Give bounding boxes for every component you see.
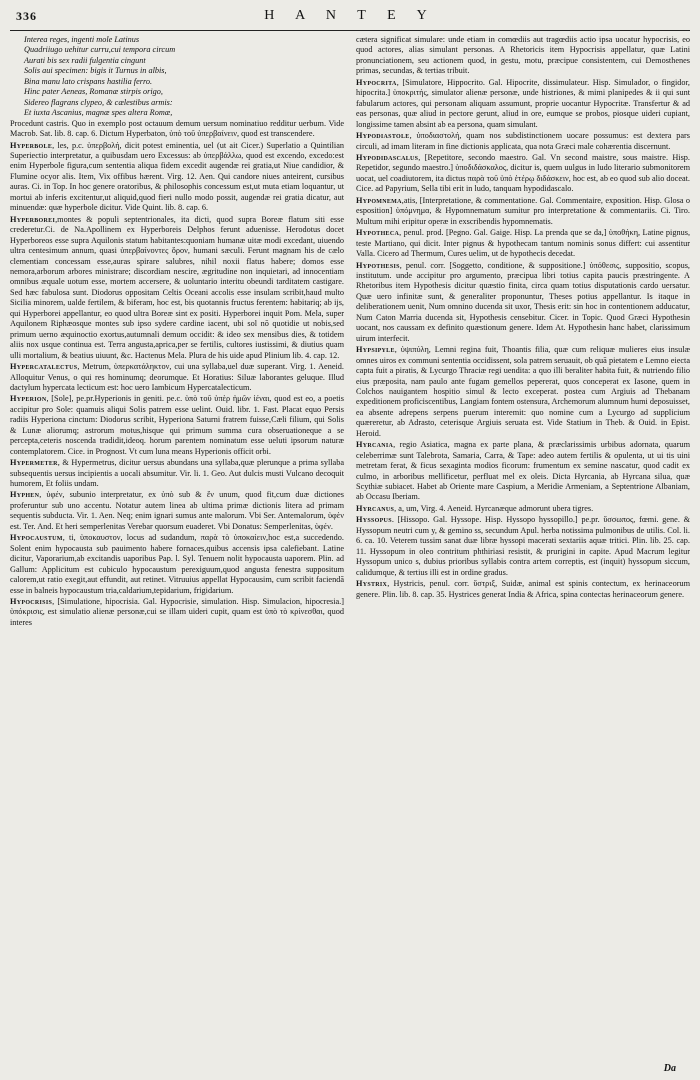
verse-line: Hinc pater Aeneas, Romanæ stirpis origo,	[24, 87, 163, 97]
entry-text: , & Hypermetrus, dicitur uersus abundans una syllaba,quæ plerunque a prima syllaba subsequentis uersus incipientis a uocali absumitur. Vir. li. 1. Geo. Aut dulcis musti Vulcano decoquit humorem, Et foliis undam.	[10, 458, 344, 489]
entry-headword: Hypomnema	[356, 195, 402, 205]
entry-headword: Hyssopus	[356, 515, 392, 525]
entry-text: . [Hissopo. Gal. Hyssope. Hisp. Hyssopo hyssopillo.] pe.pr. ὕσσωπος, fœmi. gene. & Hyssopum neutri cum y, & gemino ss, secundum Apul. herba notissima pulmonibus de utilis. Col. li. 6. ca. 10. Veterem tussim sanat duæ libræ hyssopi macerati sextariis aquæ tritici. Plin. lib. 25. cap. 11. Hyssopum in oleo contritum phthiriasi resistit, & prurigini in capite. Apud Macrum legitur Hyssopum unico s, dubius prioribus syllabis contra artem correptis, est (inquit) hyssopum siccum, calidumque, & tertius illi est in ordine gradus.	[356, 515, 690, 577]
verse-line: Sidereo flagrans clypeo, & cælestibus armis:	[24, 97, 173, 107]
entry-headword: Hypothesis	[356, 260, 400, 270]
entry-headword: Hystrix	[356, 579, 388, 589]
entry-headword: Hypotheca	[356, 228, 400, 238]
dictionary-entry-hypotheca	[356, 228, 690, 259]
entry-headword: Hypocrita	[356, 77, 397, 87]
entry-headword: Hyphen	[10, 490, 40, 500]
dictionary-entry-hyperborei	[10, 215, 344, 361]
dictionary-entry-hystrix	[356, 579, 690, 600]
verse-line: Quadriiugo uehitur curru,cui tempora circum	[24, 45, 176, 55]
entry-text: , les, p.c. ὑπερβολή, dicit potest eminentia, uel (ut ait Cicer.) Superlatio a Quintilian Superiectio interpretatur, a quibusdam uero Excessus: ab ὑπερβάλλω, quod est excendo, excedo:est enim Hyperbole figura,cum sententia aliqua fidem excedit augendæ rei gratia,ut Niue candidior, & Flumine ocyor alis. Item, Vix offibus hærent. Virg. 12. Aen. Qui candore niues anteirent, cursibus auras. Ci. in Top. In hoc genere oratoribus, & philosophis concessum est,ut muta etiam loquantur, ut mortui ab inferis excitentur,ut aliquid,quod fieri nullo modo possit, augendæ rei gratia dicatur, aut minuendæ: quæ hyperbole dicitur. Vide Quint. lib. 8. cap. 6.	[10, 140, 344, 213]
page-number: 336	[16, 9, 37, 23]
entry-text: , Metrum, ὑπερκατάληκτον, cui una syllaba,uel duæ superant. Virg. 1. Aeneid. Alloquitur Venus, o qui res hominumq; deorumque. Et Horatius: Siluæ laborantes geluque. Illud dactylum hypercata lecticum est: hoc uero Iambicum Hypercatalecticum.	[10, 362, 344, 392]
catchword: Da	[663, 1063, 676, 1074]
entry-text: , penul. corr. [Soggetto, conditione, & suppositione.] ὑπόθεσις, suppositio, scopus, institutum. unde accipitur pro argumento, præcipua libri totius capita paucis præstringente. A Rhetoribus item Hypothesis dicitur quæstio finita, circa quam totius disputationis cardo uersatur. Quæ uero infinitæ sunt, & generaliter proponuntur, Theses potius appellantur. Is itaque in deliberationem uenit, Num omnino ducenda sit uxor, Thesis erit: sin hoc in contentionem adducatur, Num Caton Marria ducenda sit, Hypothesis censebitur. Cicer. in Topic. Quod Græci Hypothesin uocant, nos caussam ex definito quæstionum genere. Idem At. Hypothesin hanc habet, clarissimum uirum interfecit.	[356, 260, 690, 343]
entry-text: , a, um, Virg. 4. Aeneid. Hyrcanæque admorunt ubera tigres.	[394, 503, 594, 513]
dictionary-entry-hypodidascalus	[356, 153, 690, 195]
entry-text: , penul. prod. [Pegno. Gal. Gaige. Hisp. La prenda que se da,] ὑποθήκη, Latine pignus, teste Martiano, qui dicit. Inter pignus & hypothecam tantum nominis sonus differt: cui assentitur Valla. Cicero ad Thermum, Cures uelim, ut de hypothecis decedat.	[356, 228, 690, 259]
dictionary-entry-hyphen	[10, 490, 344, 532]
entry-text: Procedunt castris. Quo in exemplo post octauum demum uersum nominatiuo redditur uerbum. Vide Macrob. Sat. lib. 8. cap. 6. Dictum Hyperbaton, ὑπὸ τοῦ ὑπερβαίνειν, quod est transcendere.	[10, 118, 344, 139]
entry-headword: Hyperborei	[10, 214, 56, 224]
entry-headword: Hypodidascalus	[356, 152, 419, 162]
dictionary-entry-hypomnema	[356, 196, 690, 227]
dictionary-entry-hyssopus	[356, 515, 690, 578]
dictionary-entry-hypothesis	[356, 261, 690, 345]
entry-text: , [Repetitore, secondo maestro. Gal. Vn second maistre, sous maistre. Hisp. Repetidor, segundo maestro.] ὑποδιδάσκαλος, dicitur is, quem uulgus in ludo literario submonitorem uocat, uel coadiutorem, ita dictus παρὰ τοῦ ὑπὸ ἑτέρῳ διδάσκειν, hoc est, ab eo quod sub alio doceat. Cice. ad Papyrium, Sella tibi erit in ludo, tanquam hypodidascalo.	[356, 152, 690, 194]
dictionary-entry-hypercatalectus	[10, 362, 344, 393]
entry-headword: Hyrcanus	[356, 503, 395, 513]
entry-text: , [Sole], pe.pr.Hyperionis in geniti. pe.c. ὑπὸ τοῦ ὑπὲρ ἡμῶν ἰέναι, quod est eo, a poetis accipitur pro Sole: quamuis aliqui Solis patrem esse uelint. Ouid. libr. 1. Fast. Placat equo Persis radiis Hyperiona cinctum: Diodorus scribit, Hyperiona Saturni fratrem fuisse,Cæli filium, qui Solis & Lunæ aliorumq; astrorum motus,hisque qui primum summa cura obseruationeque a se percepta,ceteris noscenda tradidit,ideoq. horum parentem nominatum esse ueluti ipsorum naturæ contemplatorem. Cice. in Prognost. Vt cum luna means Hyperionis officit orbi.	[10, 394, 344, 456]
entry-text: , [Simulatione, hipocrisia. Gal. Hypocrisie, simulation. Hisp. Simulacion, hipocresia.] ὑπόκρισις, est simulatio alienæ personæ,cui se illam uideri cupit, quam est ὑπὸ τὸ κρίνεσθαι, quod interes	[10, 597, 344, 627]
entry-text: , [Simulatore, Hippocrito. Gal. Hipocrite, dissimulateur. Hisp. Simulador, o fingidor, hipocrita.] ὑποκριτής, simulator alienæ personæ, unde histriones, & mimi planipedes & ii qui sunt fabularum actores, qui personam aliquam assumunt, proprie uocantur Hypocritæ. Transfertur & ad eas personas, quæ aliud in pectore gerunt, aliud in ore, eumque se probos, piosque uideri cupiant, longissime tamen absint ab ea persona, quam simulant.	[356, 77, 690, 129]
dictionary-entry-hypocrisis	[10, 597, 344, 628]
dictionary-entry-hyrcania	[356, 440, 690, 503]
dictionary-entry-hypsipyle	[356, 345, 690, 439]
entry-headword: Hypodiastole	[356, 131, 410, 141]
entry-headword: Hypocrisis	[10, 597, 53, 607]
entry-text: , ὑποδιαστολή, quam nos subdistinctionem uocare possumus: est dextera pars circuli, ad imam literam in fine dictionis applicata, qua nota Græci male cohærentia discernunt.	[356, 131, 690, 151]
entry-text: ,montes & populi septentrionales, ita dicti, quod supra Boreæ flatum siti esse crederetur.Ci. de Na.Apollinem ex Hyperboreis Delphos ferunt aduenisse. Herodotus docet Hyperboreos esse supra Aquilonis statum habitantes:quoniam humanæ uitæ modi excedant, uiuendo ultra centesimum annum, quasi ὑπερβαίνοντες ὅρον, humani sæculi. Ferunt magnam his de cælo clementiam concessam esse,auras spirare salubres, nihil noxii flatus habere; domos esse nemora,arborum arbores ministrare; discordiam nescire, ægritudine non inquietari, ad innocentiam omnibus æquale uotum esse, mortem accersere, & uoluntario interitu obeundi tarditatem castigare. Sed hæc fabulosa sunt. Diodorus oppositam Celtis Oceani accolis esse insulam scribit,haud multo Sicilia minorem, ualde fertilem, & biferam, hoc est, bis quotannis fructus ferentem: habitariq; ab ijs, qui Hyperborei appellantur, eo quod ultra Boreæ sint ex positi. Hyperborei inquit Pom. Mela, super Aquilonem Riphæosque montes sub ipso sydere cardine iacent, ubi sol nō quotidie ut nobis,sed primum uerno æquinoctio exortus,autumnali demum occidit: & ideo sex mensibus dies, & totidem aliis nox usque continua est. Terra angusta,aprica,per se fertilis, cultores iustissimi, & diutius quam ulli mortalium, & beatius uiuunt, &c. Hactenus Mela. Plura de his uide apud Plinium lib. 4. cap. 12.	[10, 214, 344, 360]
entry-headword: Hypercatalectus	[10, 362, 78, 372]
entry-headword: Hypermeter	[10, 458, 58, 468]
entry-text: , ὑφέν, subunio interpretatur, ex ὑπὸ sub & ἕν unum, quod fit,cum duæ dictiones proferuntur sub uno accentu. Notatur autem linea ab ultima primæ dictionis litera ad primam sequentis subducta. Vir. 1. Aen. Neq; enim ignari sumus ante malorum. Vbi Ser. Antemalorum, ὑφὲν est. Ter. And. Et heri semperlenitas Verebar quorsum euaderet. Vbi Donatus: Semperlenitas, ὑφέν.	[10, 490, 344, 531]
dictionary-entry-hyrcanus	[356, 504, 690, 514]
right-column	[356, 35, 690, 629]
entry-text: ,atis, [Interpretatione, & commentatione. Gal. Commentaire, exposition. Hisp. Glosa o esposition] ὑπόμνημα, & Hypomnematum sumitur pro interpretatione & commentariis. Ci. Tiro. Multum mihi eripitur operæ in exscribendis hypomnematis.	[356, 195, 690, 226]
dictionary-entry-hypocaustum	[10, 533, 344, 596]
text-columns	[10, 31, 690, 629]
verse-line: Bina manu lato crispans hastilia ferro.	[24, 76, 153, 86]
dictionary-entry-hyperion	[10, 394, 344, 457]
left-column	[10, 35, 344, 629]
dictionary-entry-hyperbole	[10, 141, 344, 214]
entry-text: , ὑψιπύλη, Lemni regina fuit, Thoantis filia, quæ cum reliquæ mulieres eius insulæ omnes uiros ex communi sententia occidissent, sola patrem seruauit, ob quā pietatem e Lemno eiecta capta fuit a piratis, & Lycurgo Thraciæ regi uendita: a quo illi beraliter habita fuit, & nutriendo filio eius præposita, nam paulo ante fugam gemellos pepererat, quos conceperat ex Iasone, quem in Colchos nauigantem hospitio simul & lecto exceperat. postea cum Argiuis ad Thebanam expeditionem proficiscentibus, Langiam fontem ostensura, Archemorum alumnum humi deposuisset, ea absente adrepens serpens puerum interemit: quo nomine cum a Lycurgo ad supplicium quæreretur, ab Adrasto, ceterisque Argiuis seruata est. Vide Statium in Theb. & Ouid. in Epist. Heroid.	[356, 345, 690, 438]
verse-line: Et iuxta Ascanius, magnæ spes altera Romæ,	[24, 108, 173, 118]
dictionary-entry-hypocrisis-cont	[356, 35, 690, 77]
entry-text: cætera significat simulare: unde etiam in comœdiis aut tragœdiis actio ipsa uocatur hypocrisis, eo quod actores, alias simulant personas. A Rhetoricis item Hypocrisis appellatur, quæ Latini pronunciationem, seu actionem quod, in gestu, motu, præcipue consistentem, cui Demosthenes primas, secundas, & tertias tribuit.	[356, 35, 690, 76]
right-entries	[356, 35, 690, 600]
verse-line: Interea reges, ingenti mole Latinus	[24, 35, 140, 44]
entry-headword: Hyperion	[10, 394, 47, 404]
entry-text: , regio Asiatica, magna ex parte plana, & præclarissimis urbibus adornata, quarum celeberrimæ sunt Talebrota, Samaria, Carra, & Tape: adeo autem fertilis & opulenta, ut ui tis uini metretam ferat, & ficus sexaginta modios ficorum: frumentum ex semine nascatur, quod cadit ex culmo, in arboribus mellificetur, perfluat mel ex oleis. Dicta Hyrcania, ab Hyrcana silua, quæ Scythiæ subiacet. Habet ab Oriente mare Caspium, a Meridie Armeniam, a Septentrione Albaniam, ab Occasu Iberiam.	[356, 440, 690, 502]
entry-headword: Hypocaustum	[10, 533, 63, 543]
running-head: H A N T E Y	[264, 8, 436, 23]
entry-text: , Hystricis, penul. corr. ὕστριξ, Suidæ, animal est spinis contectum, ex herinaceorum genere. Plin. lib. 8. cap. 35. Hystrices generat India & Africa, spina contectas herinaceorum genere.	[356, 579, 690, 599]
dictionary-entry-hypermeter	[10, 458, 344, 489]
dictionary-entry-procedunt	[10, 119, 344, 140]
page-header	[10, 6, 690, 31]
verse-line: Aurati bis sex radii fulgentia cingunt	[24, 55, 146, 65]
left-entries	[10, 119, 344, 629]
dictionary-entry-hypocrita	[356, 78, 690, 130]
verse-quotation	[10, 35, 344, 119]
entry-text: , ti, ὑποκαυστον, locus ad sudandum, παρὰ τὸ ὑποκαίειν,hoc est,a succedendo. Solent enim hypocausta sub pauimento habere fornaces,quibus accensis ipsa calefiebant. Latine dicitur, Vaporarium,ab excitandis uaporibus Pap. l. Syl. Tenuem nolit hypocausta uaporem. Plin. ad Gallum: Applicitum est cubiculo hypocaustum perexiguum,quod angusta fenestra suppositum calorem,ut ratio exegit,aut effundit, aut retinet. Vitruuius appellat Hypocausim, cum scribit faciendā esse in balneis hypocaustum tria,caldarium,tepidarium, frigidarium.	[10, 533, 344, 595]
dictionary-entry-hypodiastole	[356, 131, 690, 152]
entry-headword: Hyperbole	[10, 140, 53, 150]
entry-headword: Hyrcania	[356, 440, 394, 450]
entry-headword: Hypsipyle	[356, 345, 395, 355]
verse-line: Solis aui specimen: bigis it Turnus in albis,	[24, 66, 167, 76]
